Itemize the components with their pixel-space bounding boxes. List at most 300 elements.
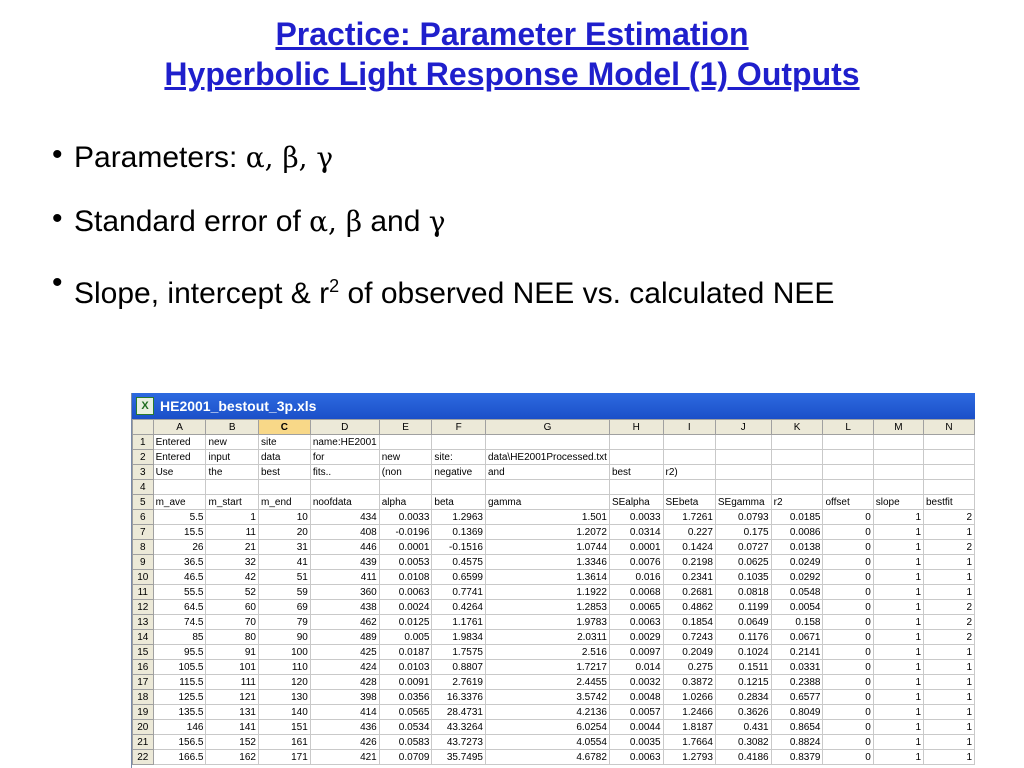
sheet-cell[interactable]: 151 <box>258 720 310 735</box>
sheet-cell[interactable] <box>873 465 923 480</box>
sheet-cell[interactable]: 0 <box>823 675 873 690</box>
sheet-cell[interactable]: 1 <box>873 675 923 690</box>
sheet-cell[interactable]: 74.5 <box>153 615 206 630</box>
sheet-cell[interactable]: 439 <box>310 555 379 570</box>
sheet-cell[interactable]: 0.0727 <box>715 540 771 555</box>
sheet-cell[interactable]: 0.3626 <box>715 705 771 720</box>
sheet-cell[interactable]: 0.0024 <box>379 600 432 615</box>
sheet-cell[interactable]: 1 <box>924 750 975 765</box>
sheet-cell[interactable]: 0.3082 <box>715 735 771 750</box>
sheet-cell[interactable]: 1 <box>924 705 975 720</box>
sheet-cell[interactable]: 0.0185 <box>771 510 823 525</box>
sheet-cell[interactable]: input <box>206 450 259 465</box>
sheet-cell[interactable]: 0.0187 <box>379 645 432 660</box>
sheet-cell[interactable] <box>485 435 609 450</box>
sheet-cell[interactable]: data <box>258 450 310 465</box>
sheet-cell[interactable] <box>609 480 663 495</box>
sheet-cell[interactable]: 4.2136 <box>485 705 609 720</box>
sheet-cell[interactable]: 0.0793 <box>715 510 771 525</box>
sheet-cell[interactable]: best <box>258 465 310 480</box>
sheet-cell[interactable]: for <box>310 450 379 465</box>
sheet-cell[interactable] <box>609 435 663 450</box>
sheet-cell[interactable]: 0 <box>823 615 873 630</box>
sheet-cell[interactable]: 0.0138 <box>771 540 823 555</box>
sheet-cell[interactable]: 10 <box>258 510 310 525</box>
sheet-cell[interactable]: 100 <box>258 645 310 660</box>
sheet-cell[interactable] <box>771 450 823 465</box>
sheet-cell[interactable]: 2.7619 <box>432 675 486 690</box>
sheet-cell[interactable]: 15.5 <box>153 525 206 540</box>
sheet-cell[interactable]: 1.2963 <box>432 510 486 525</box>
sheet-cell[interactable]: 105.5 <box>153 660 206 675</box>
row-header[interactable]: 1 <box>133 435 154 450</box>
sheet-cell[interactable]: 1.9834 <box>432 630 486 645</box>
sheet-cell[interactable]: 59 <box>258 585 310 600</box>
sheet-cell[interactable]: 1.2466 <box>663 705 715 720</box>
sheet-cell[interactable]: 360 <box>310 585 379 600</box>
sheet-cell[interactable]: Entered <box>153 435 206 450</box>
sheet-cell[interactable] <box>924 465 975 480</box>
sheet-cell[interactable]: 0.1199 <box>715 600 771 615</box>
sheet-cell[interactable] <box>715 465 771 480</box>
column-header-j[interactable]: J <box>715 420 771 435</box>
sheet-cell[interactable]: 64.5 <box>153 600 206 615</box>
sheet-cell[interactable] <box>663 450 715 465</box>
sheet-cell[interactable]: 161 <box>258 735 310 750</box>
sheet-cell[interactable]: 0.275 <box>663 660 715 675</box>
sheet-cell[interactable]: 0 <box>823 525 873 540</box>
sheet-cell[interactable]: 1 <box>873 690 923 705</box>
sheet-cell[interactable] <box>924 435 975 450</box>
sheet-cell[interactable]: 0.0314 <box>609 525 663 540</box>
sheet-cell[interactable]: 0.0292 <box>771 570 823 585</box>
sheet-cell[interactable]: 1 <box>924 720 975 735</box>
column-header-m[interactable]: M <box>873 420 923 435</box>
sheet-cell[interactable]: 1.3346 <box>485 555 609 570</box>
sheet-cell[interactable] <box>771 465 823 480</box>
sheet-cell[interactable]: 0.2198 <box>663 555 715 570</box>
sheet-cell[interactable]: site: <box>432 450 486 465</box>
sheet-cell[interactable]: 0 <box>823 735 873 750</box>
column-header-a[interactable]: A <box>153 420 206 435</box>
sheet-cell[interactable] <box>771 435 823 450</box>
sheet-cell[interactable]: 0.227 <box>663 525 715 540</box>
row-header[interactable]: 15 <box>133 645 154 660</box>
sheet-cell[interactable]: 0.4264 <box>432 600 486 615</box>
row-header[interactable]: 7 <box>133 525 154 540</box>
sheet-cell[interactable]: 1.2072 <box>485 525 609 540</box>
row-header[interactable]: 16 <box>133 660 154 675</box>
sheet-cell[interactable]: data\HE2001Processed.txt <box>485 450 609 465</box>
sheet-cell[interactable]: new <box>379 450 432 465</box>
sheet-cell[interactable]: bestfit <box>924 495 975 510</box>
sheet-cell[interactable]: 1.8187 <box>663 720 715 735</box>
sheet-cell[interactable]: 398 <box>310 690 379 705</box>
sheet-cell[interactable]: 0.1176 <box>715 630 771 645</box>
column-header-i[interactable]: I <box>663 420 715 435</box>
row-header[interactable]: 22 <box>133 750 154 765</box>
sheet-cell[interactable]: 69 <box>258 600 310 615</box>
column-header-h[interactable]: H <box>609 420 663 435</box>
sheet-cell[interactable]: 43.7273 <box>432 735 486 750</box>
sheet-cell[interactable]: 131 <box>206 705 259 720</box>
row-header[interactable]: 12 <box>133 600 154 615</box>
sheet-cell[interactable]: 1 <box>924 675 975 690</box>
sheet-cell[interactable]: Use <box>153 465 206 480</box>
sheet-cell[interactable]: 1 <box>924 690 975 705</box>
sheet-cell[interactable]: 0.0356 <box>379 690 432 705</box>
sheet-cell[interactable] <box>379 435 432 450</box>
sheet-cell[interactable]: 0.8379 <box>771 750 823 765</box>
row-header[interactable]: 18 <box>133 690 154 705</box>
sheet-cell[interactable]: 90 <box>258 630 310 645</box>
sheet-cell[interactable]: 0.0044 <box>609 720 663 735</box>
sheet-cell[interactable]: best <box>609 465 663 480</box>
sheet-cell[interactable]: 1 <box>873 630 923 645</box>
row-header[interactable]: 10 <box>133 570 154 585</box>
sheet-cell[interactable]: 424 <box>310 660 379 675</box>
sheet-cell[interactable]: 140 <box>258 705 310 720</box>
sheet-cell[interactable]: 2 <box>924 600 975 615</box>
sheet-cell[interactable]: 55.5 <box>153 585 206 600</box>
sheet-cell[interactable]: 1 <box>924 660 975 675</box>
sheet-cell[interactable]: 0.0068 <box>609 585 663 600</box>
sheet-cell[interactable]: 0.0649 <box>715 615 771 630</box>
sheet-cell[interactable]: 1 <box>873 555 923 570</box>
sheet-cell[interactable]: 0.0065 <box>609 600 663 615</box>
sheet-cell[interactable]: 135.5 <box>153 705 206 720</box>
sheet-cell[interactable]: r2) <box>663 465 715 480</box>
sheet-cell[interactable]: 51 <box>258 570 310 585</box>
sheet-cell[interactable]: (non <box>379 465 432 480</box>
sheet-cell[interactable]: 0.0033 <box>379 510 432 525</box>
sheet-cell[interactable]: 0.8807 <box>432 660 486 675</box>
sheet-cell[interactable]: 0.0057 <box>609 705 663 720</box>
sheet-cell[interactable]: 41 <box>258 555 310 570</box>
sheet-cell[interactable] <box>715 435 771 450</box>
sheet-cell[interactable]: 11 <box>206 525 259 540</box>
sheet-cell[interactable]: 0.0054 <box>771 600 823 615</box>
sheet-cell[interactable]: 0.0125 <box>379 615 432 630</box>
sheet-cell[interactable]: 0.0035 <box>609 735 663 750</box>
sheet-cell[interactable]: 0 <box>823 690 873 705</box>
column-header-c[interactable]: C <box>258 420 310 435</box>
sheet-cell[interactable]: 0 <box>823 600 873 615</box>
sheet-cell[interactable]: 1 <box>924 645 975 660</box>
sheet-cell[interactable]: 120 <box>258 675 310 690</box>
row-header[interactable]: 9 <box>133 555 154 570</box>
sheet-cell[interactable] <box>715 480 771 495</box>
sheet-cell[interactable]: 0.0029 <box>609 630 663 645</box>
sheet-cell[interactable]: 121 <box>206 690 259 705</box>
sheet-cell[interactable] <box>153 480 206 495</box>
sheet-cell[interactable]: 0.1424 <box>663 540 715 555</box>
column-header-b[interactable]: B <box>206 420 259 435</box>
sheet-cell[interactable]: 125.5 <box>153 690 206 705</box>
sheet-cell[interactable]: 0.1024 <box>715 645 771 660</box>
sheet-cell[interactable]: 1 <box>873 585 923 600</box>
sheet-cell[interactable] <box>823 465 873 480</box>
sheet-cell[interactable]: 2.0311 <box>485 630 609 645</box>
sheet-cell[interactable]: 46.5 <box>153 570 206 585</box>
sheet-cell[interactable]: 6.0254 <box>485 720 609 735</box>
sheet-cell[interactable]: 411 <box>310 570 379 585</box>
sheet-cell[interactable]: 0.8654 <box>771 720 823 735</box>
sheet-cell[interactable] <box>379 480 432 495</box>
sheet-cell[interactable]: 0.0001 <box>379 540 432 555</box>
sheet-cell[interactable]: 438 <box>310 600 379 615</box>
sheet-cell[interactable]: 16.3376 <box>432 690 486 705</box>
sheet-cell[interactable]: 0.2049 <box>663 645 715 660</box>
sheet-cell[interactable]: 1.1922 <box>485 585 609 600</box>
row-header[interactable]: 19 <box>133 705 154 720</box>
sheet-cell[interactable]: 1 <box>206 510 259 525</box>
sheet-cell[interactable]: 5.5 <box>153 510 206 525</box>
sheet-cell[interactable]: SEbeta <box>663 495 715 510</box>
sheet-cell[interactable]: 0 <box>823 645 873 660</box>
sheet-cell[interactable] <box>715 450 771 465</box>
sheet-cell[interactable]: 489 <box>310 630 379 645</box>
sheet-cell[interactable] <box>206 480 259 495</box>
row-header[interactable]: 21 <box>133 735 154 750</box>
sheet-cell[interactable]: 1.9783 <box>485 615 609 630</box>
sheet-cell[interactable]: 80 <box>206 630 259 645</box>
sheet-cell[interactable]: 0.0053 <box>379 555 432 570</box>
sheet-cell[interactable]: 101 <box>206 660 259 675</box>
sheet-cell[interactable]: 4.0554 <box>485 735 609 750</box>
sheet-cell[interactable]: 1 <box>924 525 975 540</box>
sheet-cell[interactable]: 0.0032 <box>609 675 663 690</box>
sheet-cell[interactable]: 1 <box>873 525 923 540</box>
sheet-cell[interactable]: 60 <box>206 600 259 615</box>
sheet-cell[interactable]: 0.2341 <box>663 570 715 585</box>
sheet-cell[interactable]: 1 <box>924 735 975 750</box>
sheet-cell[interactable]: 52 <box>206 585 259 600</box>
sheet-cell[interactable]: m_ave <box>153 495 206 510</box>
sheet-cell[interactable]: 1.7261 <box>663 510 715 525</box>
sheet-cell[interactable]: m_end <box>258 495 310 510</box>
row-header[interactable]: 20 <box>133 720 154 735</box>
sheet-cell[interactable]: 0.1215 <box>715 675 771 690</box>
sheet-cell[interactable] <box>924 450 975 465</box>
sheet-cell[interactable]: 0.175 <box>715 525 771 540</box>
sheet-cell[interactable]: 141 <box>206 720 259 735</box>
sheet-cell[interactable]: 1 <box>924 570 975 585</box>
sheet-cell[interactable]: 0.1854 <box>663 615 715 630</box>
sheet-cell[interactable]: 434 <box>310 510 379 525</box>
sheet-cell[interactable] <box>258 480 310 495</box>
sheet-cell[interactable]: 43.3264 <box>432 720 486 735</box>
sheet-cell[interactable]: 0.0249 <box>771 555 823 570</box>
column-header-l[interactable]: L <box>823 420 873 435</box>
sheet-cell[interactable]: 79 <box>258 615 310 630</box>
sheet-cell[interactable]: 0.3872 <box>663 675 715 690</box>
sheet-cell[interactable]: 2 <box>924 615 975 630</box>
sheet-cell[interactable] <box>663 435 715 450</box>
sheet-cell[interactable]: -0.1516 <box>432 540 486 555</box>
sheet-cell[interactable]: 0 <box>823 585 873 600</box>
sheet-cell[interactable]: 0.2141 <box>771 645 823 660</box>
sheet-cell[interactable]: 0.4186 <box>715 750 771 765</box>
row-header[interactable]: 17 <box>133 675 154 690</box>
sheet-cell[interactable]: noofdata <box>310 495 379 510</box>
sheet-cell[interactable]: 26 <box>153 540 206 555</box>
sheet-cell[interactable]: 1 <box>873 750 923 765</box>
sheet-cell[interactable]: 0.0331 <box>771 660 823 675</box>
sheet-cell[interactable]: -0.0196 <box>379 525 432 540</box>
sheet-cell[interactable]: 0.0534 <box>379 720 432 735</box>
sheet-cell[interactable]: 0.0097 <box>609 645 663 660</box>
sheet-cell[interactable]: 2.4455 <box>485 675 609 690</box>
sheet-cell[interactable]: r2 <box>771 495 823 510</box>
sheet-cell[interactable]: 1 <box>924 585 975 600</box>
sheet-cell[interactable]: 28.4731 <box>432 705 486 720</box>
sheet-cell[interactable]: 425 <box>310 645 379 660</box>
sheet-cell[interactable] <box>924 480 975 495</box>
sheet-cell[interactable]: 2 <box>924 630 975 645</box>
sheet-cell[interactable]: 0.0091 <box>379 675 432 690</box>
sheet-cell[interactable]: 146 <box>153 720 206 735</box>
sheet-cell[interactable] <box>609 450 663 465</box>
sheet-cell[interactable]: 0.016 <box>609 570 663 585</box>
sheet-cell[interactable]: 0.431 <box>715 720 771 735</box>
row-header[interactable]: 4 <box>133 480 154 495</box>
sheet-cell[interactable]: name:HE2001 <box>310 435 379 450</box>
sheet-cell[interactable]: 70 <box>206 615 259 630</box>
sheet-cell[interactable]: 0 <box>823 720 873 735</box>
sheet-cell[interactable]: 1.7575 <box>432 645 486 660</box>
sheet-cell[interactable]: 0.0565 <box>379 705 432 720</box>
sheet-cell[interactable]: 408 <box>310 525 379 540</box>
sheet-cell[interactable] <box>823 450 873 465</box>
select-all-corner[interactable] <box>133 420 154 435</box>
sheet-cell[interactable]: 1 <box>873 660 923 675</box>
sheet-cell[interactable]: 0.4575 <box>432 555 486 570</box>
sheet-cell[interactable]: 0.2834 <box>715 690 771 705</box>
sheet-cell[interactable]: beta <box>432 495 486 510</box>
sheet-cell[interactable]: 32 <box>206 555 259 570</box>
sheet-cell[interactable]: 115.5 <box>153 675 206 690</box>
sheet-cell[interactable]: 446 <box>310 540 379 555</box>
sheet-cell[interactable]: the <box>206 465 259 480</box>
sheet-cell[interactable]: 1 <box>873 705 923 720</box>
sheet-cell[interactable]: 0.8049 <box>771 705 823 720</box>
sheet-cell[interactable]: 1 <box>873 600 923 615</box>
sheet-cell[interactable]: 0.7243 <box>663 630 715 645</box>
sheet-cell[interactable]: 0.0108 <box>379 570 432 585</box>
sheet-cell[interactable]: 0.0001 <box>609 540 663 555</box>
sheet-cell[interactable]: 1.2793 <box>663 750 715 765</box>
sheet-cell[interactable]: 2 <box>924 510 975 525</box>
sheet-cell[interactable]: 0.0063 <box>379 585 432 600</box>
sheet-cell[interactable]: 1.7664 <box>663 735 715 750</box>
sheet-cell[interactable]: 36.5 <box>153 555 206 570</box>
column-header-g[interactable]: G <box>485 420 609 435</box>
sheet-cell[interactable]: 42 <box>206 570 259 585</box>
sheet-cell[interactable]: 1.7217 <box>485 660 609 675</box>
sheet-cell[interactable]: 3.5742 <box>485 690 609 705</box>
sheet-cell[interactable]: 0.0048 <box>609 690 663 705</box>
sheet-cell[interactable]: Entered <box>153 450 206 465</box>
sheet-cell[interactable]: 421 <box>310 750 379 765</box>
sheet-cell[interactable] <box>310 480 379 495</box>
sheet-cell[interactable]: 426 <box>310 735 379 750</box>
row-header[interactable]: 13 <box>133 615 154 630</box>
sheet-cell[interactable]: 1 <box>873 615 923 630</box>
sheet-cell[interactable]: 462 <box>310 615 379 630</box>
sheet-cell[interactable]: 1 <box>924 555 975 570</box>
sheet-cell[interactable]: 166.5 <box>153 750 206 765</box>
sheet-cell[interactable]: 1 <box>873 720 923 735</box>
sheet-cell[interactable]: 414 <box>310 705 379 720</box>
sheet-cell[interactable]: 1.2853 <box>485 600 609 615</box>
sheet-cell[interactable]: 1.501 <box>485 510 609 525</box>
sheet-cell[interactable]: 1.0744 <box>485 540 609 555</box>
sheet-cell[interactable] <box>485 480 609 495</box>
sheet-cell[interactable]: 428 <box>310 675 379 690</box>
sheet-cell[interactable]: 0.8824 <box>771 735 823 750</box>
sheet-cell[interactable]: 1 <box>873 735 923 750</box>
sheet-cell[interactable]: 436 <box>310 720 379 735</box>
sheet-cell[interactable]: 1.3614 <box>485 570 609 585</box>
sheet-cell[interactable] <box>873 435 923 450</box>
sheet-cell[interactable]: 0.7741 <box>432 585 486 600</box>
sheet-cell[interactable] <box>873 450 923 465</box>
row-header[interactable]: 3 <box>133 465 154 480</box>
sheet-cell[interactable]: 0 <box>823 540 873 555</box>
sheet-cell[interactable]: 152 <box>206 735 259 750</box>
sheet-cell[interactable]: 0.0625 <box>715 555 771 570</box>
sheet-cell[interactable]: 0.0548 <box>771 585 823 600</box>
sheet-cell[interactable] <box>823 480 873 495</box>
sheet-cell[interactable]: 35.7495 <box>432 750 486 765</box>
column-header-f[interactable]: F <box>432 420 486 435</box>
sheet-cell[interactable]: 1 <box>873 540 923 555</box>
sheet-cell[interactable]: 2 <box>924 540 975 555</box>
sheet-cell[interactable]: SEgamma <box>715 495 771 510</box>
sheet-cell[interactable]: 1.0266 <box>663 690 715 705</box>
sheet-cell[interactable]: 0.6577 <box>771 690 823 705</box>
sheet-cell[interactable]: 91 <box>206 645 259 660</box>
sheet-cell[interactable]: 0.6599 <box>432 570 486 585</box>
sheet-cell[interactable]: 130 <box>258 690 310 705</box>
sheet-cell[interactable]: 2.516 <box>485 645 609 660</box>
sheet-cell[interactable]: 0 <box>823 510 873 525</box>
sheet-cell[interactable]: 0.0063 <box>609 615 663 630</box>
row-header[interactable]: 8 <box>133 540 154 555</box>
row-header[interactable]: 2 <box>133 450 154 465</box>
row-header[interactable]: 6 <box>133 510 154 525</box>
sheet-cell[interactable]: 0 <box>823 555 873 570</box>
sheet-cell[interactable]: 156.5 <box>153 735 206 750</box>
sheet-cell[interactable] <box>873 480 923 495</box>
sheet-cell[interactable]: 1.1761 <box>432 615 486 630</box>
sheet-cell[interactable]: 95.5 <box>153 645 206 660</box>
sheet-cell[interactable]: 0.1511 <box>715 660 771 675</box>
sheet-cell[interactable]: 0.2388 <box>771 675 823 690</box>
sheet-cell[interactable]: 0.0583 <box>379 735 432 750</box>
row-header[interactable]: 5 <box>133 495 154 510</box>
sheet-cell[interactable]: 0.1035 <box>715 570 771 585</box>
sheet-cell[interactable]: 0 <box>823 750 873 765</box>
sheet-cell[interactable]: 0 <box>823 570 873 585</box>
sheet-cell[interactable]: 1 <box>873 570 923 585</box>
sheet-cell[interactable]: 0.0076 <box>609 555 663 570</box>
column-header-d[interactable]: D <box>310 420 379 435</box>
sheet-cell[interactable]: 1 <box>873 645 923 660</box>
sheet-cell[interactable]: 0.4862 <box>663 600 715 615</box>
sheet-cell[interactable]: 0.1369 <box>432 525 486 540</box>
